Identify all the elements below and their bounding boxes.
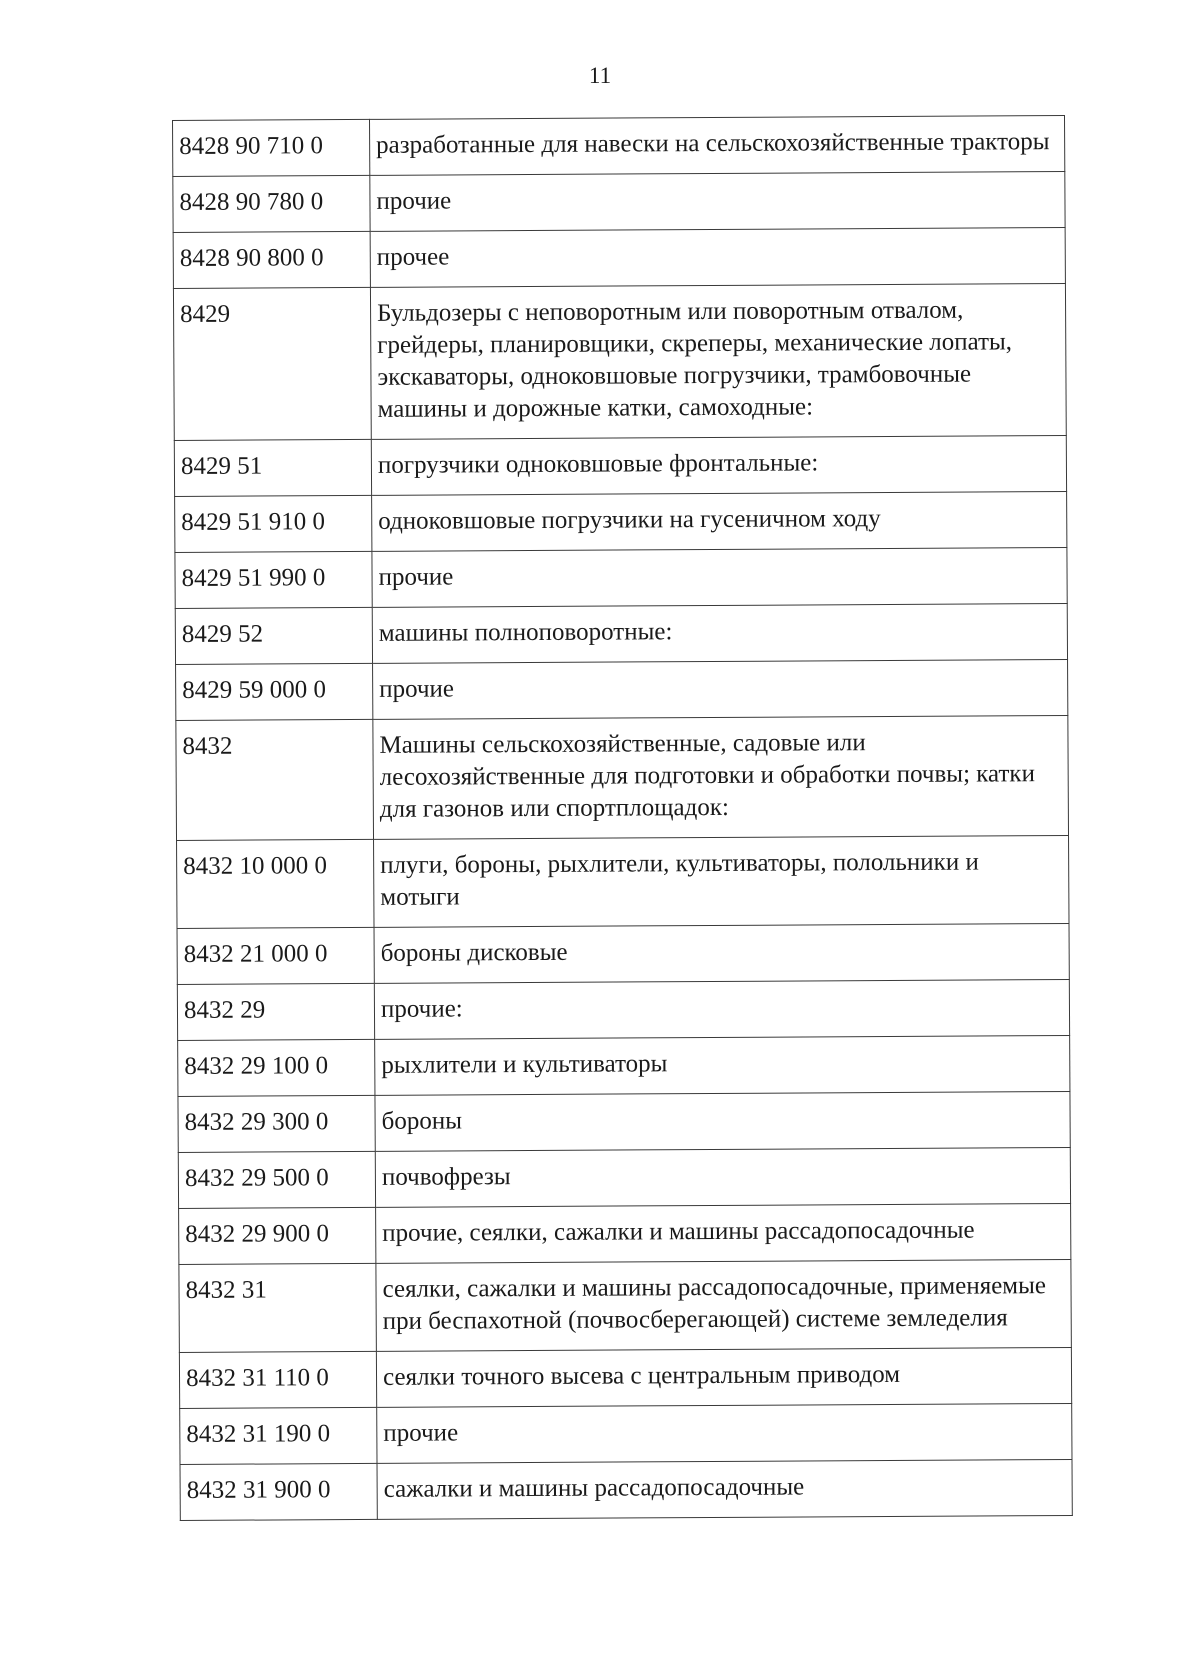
table-row [174,436,1066,497]
code-cell: 8429 51 910 0 [175,495,372,552]
description-cell: рыхлители и культиваторы [375,1036,1070,1096]
code-cell: 8428 90 780 0 [173,175,370,232]
table-row [179,1347,1071,1408]
table-row [178,1147,1070,1208]
table-row [175,604,1067,665]
table-row [178,1092,1070,1153]
description-cell: сеялки точного высева с центральным приводом [376,1347,1071,1407]
code-cell: 8432 31 900 0 [180,1463,377,1520]
description-cell: прочее [370,228,1065,288]
description-cell: прочие, сеялки, сажалки и машины рассадопосадочные [376,1203,1071,1263]
description-cell: почвофрезы [375,1147,1070,1207]
table-row [179,1259,1071,1352]
page-number: 11 [588,63,612,88]
table-row [179,1203,1071,1264]
table-row [176,716,1069,841]
table-row [173,116,1065,177]
code-cell: 8429 51 [174,439,371,496]
code-cell: 8432 29 [177,983,374,1040]
code-cell: 8429 [173,287,371,440]
description-cell: плуги, бороны, рыхлители, культиваторы, полольники и мотыги [374,836,1069,928]
description-cell: бороны [375,1092,1070,1152]
table-row [175,492,1067,553]
code-cell: 8432 [176,719,374,840]
tariff-code-table [172,115,1073,1521]
description-cell: бороны дисковые [374,924,1069,984]
description-cell: одноковшовые погрузчики на гусеничном ходу [372,492,1067,552]
code-cell: 8432 29 100 0 [178,1039,375,1096]
description-cell: прочие: [374,980,1069,1040]
code-cell: 8429 59 000 0 [176,663,373,720]
code-cell: 8432 29 900 0 [179,1207,376,1264]
description-cell: прочие [377,1403,1072,1463]
description-cell: прочие [373,660,1068,720]
code-cell: 8429 52 [175,607,372,664]
code-cell: 8432 29 300 0 [178,1095,375,1152]
description-cell: разработанные для навески на сельскохозяйственные тракторы [369,116,1064,176]
description-cell: сажалки и машины рассадопосадочные [377,1459,1072,1519]
table-row [177,980,1069,1041]
description-cell: Машины сельскохозяйственные, садовые или лесохозяйственные для подготовки и обработки почвы; катки для газонов или спортплощадок: [373,716,1069,840]
code-cell: 8428 90 800 0 [173,231,370,288]
code-cell: 8432 29 500 0 [178,1151,375,1208]
description-cell: прочие [372,548,1067,608]
table-row [177,836,1069,929]
description-cell: прочие [370,172,1065,232]
table-row [177,924,1069,985]
description-cell: погрузчики одноковшовые фронтальные: [371,436,1066,496]
description-cell: Бульдозеры с неповоротным или поворотным отвалом, грейдеры, планировщики, скреперы, механические лопаты, экскаваторы, одноковшовые погрузчики, трамбовочные машины и дорожные катки, самоходные: [370,284,1066,440]
table-row [173,284,1066,441]
code-cell: 8429 51 990 0 [175,551,372,608]
table-row [178,1036,1070,1097]
code-cell: 8432 10 000 0 [177,839,374,928]
code-cell: 8432 21 000 0 [177,927,374,984]
table-row [180,1459,1072,1520]
table-row [175,548,1067,609]
code-cell: 8428 90 710 0 [173,119,370,176]
description-cell: машины полноповоротные: [372,604,1067,664]
table-row [173,172,1065,233]
description-cell: сеялки, сажалки и машины рассадопосадочные, применяемые при беспахотной (почвосберегающей) системе земледелия [376,1259,1071,1351]
code-cell: 8432 31 110 0 [179,1351,376,1408]
code-cell: 8432 31 [179,1263,376,1352]
table-row [176,660,1068,721]
code-cell: 8432 31 190 0 [180,1407,377,1464]
table-row [173,228,1065,289]
table-row [180,1403,1072,1464]
